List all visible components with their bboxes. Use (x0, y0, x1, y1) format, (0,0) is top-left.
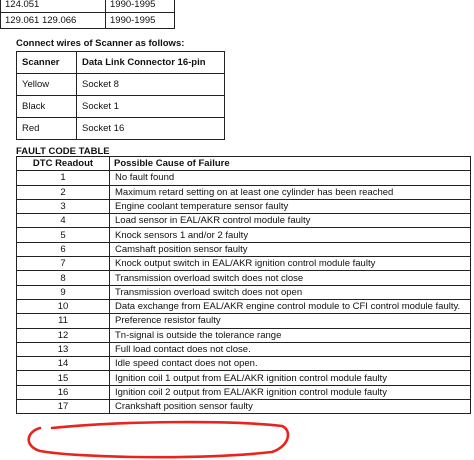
failure-cause-cell: Transmission overload switch does not open (110, 285, 471, 299)
table-row (17, 299, 471, 313)
table-row (17, 271, 471, 285)
table-row (17, 328, 471, 342)
dtc-code-cell: 16 (17, 385, 110, 399)
dtc-code-cell: 13 (17, 342, 110, 356)
failure-cause-cell: Tn-signal is outside the tolerance range (110, 328, 471, 342)
dtc-code-cell: 5 (17, 228, 110, 242)
failure-cause-cell: Load sensor in EAL/AKR control module faulty (110, 214, 471, 228)
failure-cause-cell: Crankshaft position sensor faulty (110, 400, 471, 414)
fault-code-table-title: FAULT CODE TABLE (16, 146, 110, 157)
failure-cause-cell: Knock sensors 1 and/or 2 faulty (110, 228, 471, 242)
table-row (1, 13, 175, 29)
dtc-code-cell: 6 (17, 242, 110, 256)
table-row (17, 342, 471, 356)
table-header-row (17, 157, 471, 171)
dtc-code-cell: 9 (17, 285, 110, 299)
failure-cause-cell: Camshaft position sensor faulty (110, 242, 471, 256)
table-row (17, 385, 471, 399)
dtc-code-cell: 17 (17, 400, 110, 414)
table-row (1, 0, 175, 13)
failure-cause-cell: Ignition coil 2 output from EAL/AKR ignition control module faulty (110, 385, 471, 399)
table-row (17, 242, 471, 256)
scanner-wiring-table (16, 51, 225, 140)
table-row (17, 357, 471, 371)
table-row (17, 185, 471, 199)
failure-cause-cell: Full load contact does not close. (110, 342, 471, 356)
failure-cause-cell: Engine coolant temperature sensor faulty (110, 199, 471, 213)
table-row (17, 285, 471, 299)
model-cell: 124.051 (1, 0, 106, 13)
table-row (17, 118, 225, 140)
dtc-code-cell: 15 (17, 371, 110, 385)
table-row (17, 199, 471, 213)
dtc-code-cell: 3 (17, 199, 110, 213)
vehicle-model-table (0, 0, 175, 29)
failure-cause-cell: Knock output switch in EAL/AKR ignition control module faulty (110, 257, 471, 271)
scanner-column-header: Scanner (17, 52, 77, 74)
wire-color-cell: Red (17, 118, 77, 140)
failure-cause-cell: Preference resistor faulty (110, 314, 471, 328)
dtc-code-cell: 1 (17, 171, 110, 185)
table-row (17, 371, 471, 385)
dtc-code-cell: 14 (17, 357, 110, 371)
failure-cause-cell: Transmission overload switch does not close (110, 271, 471, 285)
connector-column-header: Data Link Connector 16-pin (77, 52, 225, 74)
wire-color-cell: Yellow (17, 74, 77, 96)
dtc-code-cell: 10 (17, 299, 110, 313)
socket-cell: Socket 1 (77, 96, 225, 118)
years-cell: 1990-1995 (106, 13, 175, 29)
dtc-readout-header: DTC Readout (17, 157, 110, 171)
table-row (17, 171, 471, 185)
table-row (17, 400, 471, 414)
model-cell: 129.061 129.066 (1, 13, 106, 29)
table-row (17, 214, 471, 228)
failure-cause-cell: No fault found (110, 171, 471, 185)
failure-cause-cell: Ignition coil 1 output from EAL/AKR ignition control module faulty (110, 371, 471, 385)
table-row (17, 257, 471, 271)
dtc-code-cell: 11 (17, 314, 110, 328)
dtc-code-cell: 4 (17, 214, 110, 228)
possible-cause-header: Possible Cause of Failure (110, 157, 471, 171)
dtc-code-cell: 7 (17, 257, 110, 271)
socket-cell: Socket 8 (77, 74, 225, 96)
table-row (17, 314, 471, 328)
failure-cause-cell: Data exchange from EAL/AKR engine control module to CFI control module faulty. (110, 299, 471, 313)
dtc-code-cell: 8 (17, 271, 110, 285)
socket-cell: Socket 16 (77, 118, 225, 140)
table-row (17, 74, 225, 96)
dtc-code-cell: 2 (17, 185, 110, 199)
table-header-row (17, 52, 225, 74)
table-row (17, 96, 225, 118)
years-cell: 1990-1995 (106, 0, 175, 13)
dtc-code-cell: 12 (17, 328, 110, 342)
failure-cause-cell: Idle speed contact does not open. (110, 357, 471, 371)
table-row (17, 228, 471, 242)
wire-color-cell: Black (17, 96, 77, 118)
red-circle-stroke (29, 422, 288, 457)
fault-code-table (16, 156, 471, 414)
fault-code-rows (17, 171, 471, 414)
failure-cause-cell: Maximum retard setting on at least one cylinder has been reached (110, 185, 471, 199)
connect-section-title: Connect wires of Scanner as follows: (16, 38, 185, 49)
